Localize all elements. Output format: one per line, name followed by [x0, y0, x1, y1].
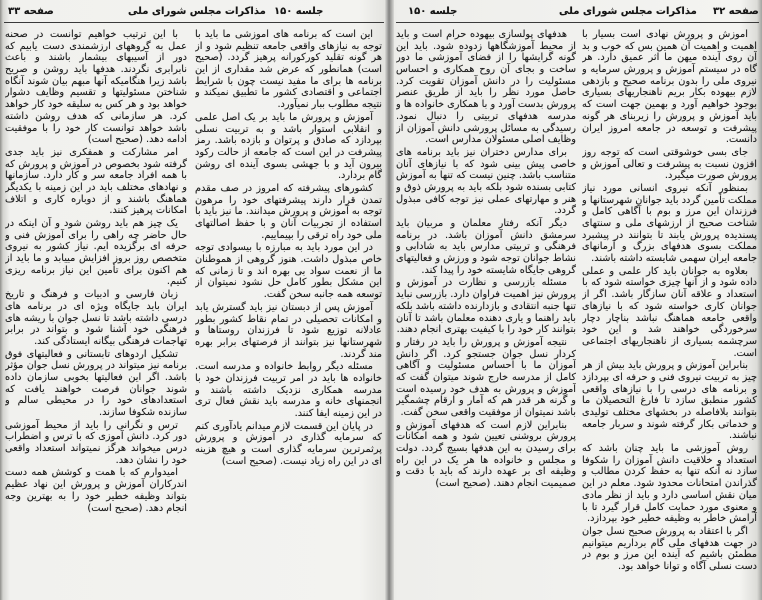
paragraph: در این مورد باید به مبارزه با بیسوادی توجه خاص مبذول داشت. هنوز گروهی از هموطنان ما از نعمت سواد بی بهره اند و تا زمانی که این مشکل بطور کامل حل نشود نمیتوان از توسعه همه جانبه سخن گفت.	[195, 242, 382, 301]
paragraph: دیگر آنکه رفتار معلمان و مربیان باید سرمشق دانش آموزان باشد. در برنامه فرهنگی و تربیتی مدارس باید به شادابی و نشاط جوانان توجه شود و ورزش و فعالیتهای گروهی جایگاه شایسته خود را پیدا کند.	[396, 218, 576, 276]
paragraph: آموزش پس از دبستان نیز باید گسترش یابد و امکانات تحصیلی در تمام نقاط کشور بطور عادلانه توزیع شود تا فرزندان روستاها و شهرستانها نیز بتوانند از فرصتهای برابر بهره مند گردند.	[195, 301, 382, 360]
paragraph: آموزش و پرورش نهادی است بسیار با اهمیت و اهمیت آن همین بس که خوب و بد آن روی آینده میهن ما اثر عمیق دارد. هر گاه در سیستم آموزش و پرورش سرمایه و نیروی ملی را بدون برنامه صحیح و بازدهی لازم بیهوده بکار بریم ناهنجاریهای بسیاری بوجود خواهیم آورد و بهمین جهت است که باید آموزش و پرورش را زیربنای هر گونه پیشرفت و توسعه در جامعه امروز ایران دانست.	[582, 29, 757, 146]
page-number: صفحه ۳۲	[713, 6, 759, 17]
session-number: جلسه ۱۵۰	[408, 6, 458, 17]
session-number: جلسه ۱۵۰	[274, 6, 324, 17]
paragraph: اگر با اعتقاد به پرورش صحیح نسل جوان در جهت هدفهای ملی گام برداریم میتوانیم مطمئن باشیم که آینده این مرز و بوم در دست نسلی آگاه و توانا خواهد بود.	[582, 525, 757, 572]
paragraph: ترس و نگرانی را باید از محیط آموزشی دور کرد. دانش آموزی که با ترس و اضطراب درس میخواند هرگز نمیتواند استعداد واقعی خود را نشان دهد.	[5, 419, 187, 466]
paragraph: بمنظور آنکه نیروی انسانی مورد نیاز مملکت تأمین گردد باید جوانان شهرستانها و فرزندان این مرز و بوم با آگاهی کامل و شناخت صحیح از ارزشهای ملی و سنتهای پسندیده پرورش یابند تا بتوانند در پیشبرد مملکت بسوی هدفهای بزرگ و آرمانهای جامعه ایران سهمی شایسته داشته باشند.	[582, 182, 757, 265]
paragraph: امر مشارکت و همفکری نیز باید جدی گرفته شود بخصوص در آموزش و پرورش که با همه افراد جامعه سر و کار دارد. سازمانها و نهادهای مختلف باید در این زمینه با یکدیگر هماهنگ باشند و از دوباره کاری و اتلاف امکانات پرهیز کنند.	[5, 146, 187, 217]
header-rule	[4, 22, 384, 23]
paragraph: برای مدارس دختران نیز باید برنامه های خاصی پیش بینی شود که با نیازهای آنان متناسب باشد. چنین نیست که تنها به آموزش کتابی بسنده شود بلکه باید به پرورش ذوق و هنر و مهارتهای عملی نیز توجه کافی مبذول گردد.	[396, 146, 576, 217]
paragraph: بنابراین آموزش و پرورش باید بیش از هر چیز به تربیت نیروی فنی و حرفه ای بپردازد و برنامه های درسی را با نیازهای واقعی کشور منطبق سازد تا فارغ التحصیلان ما بتوانند بلافاصله در بخشهای مختلف تولیدی و خدماتی بکار گرفته شوند و سربار جامعه نباشند.	[582, 360, 757, 442]
text-column-left	[396, 29, 576, 596]
paragraph: روش آموزشی ما باید چنان باشد که استعداد و خلاقیت دانش آموزان را شکوفا سازد نه آنکه تنها به حفظ کردن مطالب و گذراندن امتحانات محدود شود. معلم در این میان نقش اساسی دارد و باید از نظر مادی و معنوی مورد حمایت کامل قرار گیرد تا با آرامش خاطر به وظیفه خطیر خود بپردازد.	[582, 443, 757, 525]
text-column-right	[582, 29, 757, 596]
paragraph: تشکیل اردوهای تابستانی و فعالیتهای فوق برنامه نیز میتواند در پرورش نسل جوان مؤثر باشد. اگر این فعالیتها بخوبی سازمان داده شوند جوانان فرصت خواهند یافت که استعدادهای خود را در محیطی سالم و سازنده شکوفا سازند.	[5, 348, 187, 418]
paragraph: با این ترتیب خواهیم توانست در صحنه عمل به گروههای ارزشمندی دست یابیم که دور از آسیبهای بیشمار باشند و باعث نابرابری نگردند. هدفها باید روشن و صریح باشد زیرا هنگامیکه آنها مبهم بیان شوند آنگاه شناختن مسئولیتها و تقسیم وظایف دشوار خواهد بود و هر کس به سلیقه خود کار خواهد کرد. هر سازمانی که هدف روشن داشته باشد خواهد توانست کار خود را با موفقیت ادامه دهد. (صحیح است)	[5, 29, 187, 146]
page-number: صفحه ۳۳	[8, 6, 54, 17]
text-column-left	[5, 29, 187, 596]
paragraph: نتیجه آموزش و پرورش را باید در رفتار و کردار نسل جوان جستجو کرد. اگر دانش آموزان ما با احساس مسئولیت و آگاهی کامل از مدرسه خارج شوند میتوان گفت که آموزش و پرورش به هدف خود رسیده است و گرنه هر قدر هم که آمار و ارقام چشمگیر باشد نمیتوان از موفقیت واقعی سخن گفت.	[396, 336, 576, 418]
paragraph: مسئله بازرسی و نظارت در آموزش و پرورش نیز اهمیت فراوان دارد. بازرسی نباید تنها جنبه انتقادی و بازدارنده داشته باشد بلکه باید راهنما و یاری دهنده معلمان باشد تا آنان بتوانند کار خود را با کیفیت بهتری انجام دهند.	[396, 277, 576, 336]
paragraph: امیدوارم که با همت و کوشش همه دست اندرکاران آموزش و پرورش این نهاد عظیم بتواند وظیفه خطیر خود را به بهترین وجه انجام دهد. (صحیح است)	[5, 467, 187, 514]
paragraph: هدفهای پولسازی بیهوده حرام است و باید از محیط آموزشگاهها زدوده شود. باید این گونه گرایشها را از فضای آموزشی ما دور ساخت و بجای آن روح همکاری و احساس مسئولیت را در دانش آموزان تقویت کرد. حاصل مورد نظر را باید از طریق عنصر پرورش بدست آورد و با همکاری خانواده ها و مدرسه هدفهای تربیتی را دنبال نمود. رسیدگی به مسائل پرورشی دانش آموزان از وظایف اصلی مسئولان مدارس است.	[396, 29, 576, 146]
page-32	[393, 0, 762, 600]
journal-title: مذاکرات مجلس شورای ملی	[128, 6, 266, 17]
paragraph: یک چیز هم باید روشن شود و آن اینکه در حال حاضر چه راهی را برای آموزش فنی و حرفه ای برگزیده ایم. نیاز کشور به نیروی متخصص روز بروز افزایش مییابد و ما باید از هم اکنون برای تأمین این نیاز برنامه ریزی کنیم.	[5, 218, 187, 288]
paragraph: زبان فارسی و ادبیات و فرهنگ و تاریخ ایران باید جایگاه ویژه ای در برنامه های درسی داشته باشد تا نسل جوان با ریشه های فرهنگی خود آشنا شود و بتواند در برابر تهاجمات فرهنگی بیگانه ایستادگی کند.	[5, 289, 187, 347]
paragraph: کشورهای پیشرفته که امروز در صف مقدم تمدن قرار دارند پیشرفتهای خود را مرهون توجه به آموزش و پرورش میدانند. ما نیز باید با استفاده از تجربیات آنان و با حفظ اصالتهای ملی خود راه ترقی را بپیماییم.	[195, 182, 382, 241]
paragraph: این است که برنامه های آموزشی ما باید با توجه به نیازهای واقعی جامعه تنظیم شود و از هر گونه تقلید کورکورانه پرهیز گردد. (صحیح است) همانطور که عرض شد مقداری از این برنامه ها برای ما مفید نیست چون با شرایط اجتماعی و اقتصادی کشور ما تطبیق نمیکند و نتیجه مطلوب ببار نمیآورد.	[195, 29, 382, 111]
paragraph: در پایان این قسمت لازم میدانم یادآوری کنم که سرمایه گذاری در آموزش و پرورش پرثمرترین سرمایه گذاری است و هیچ هزینه ای در این راه زیاد نیست. (صحیح است)	[195, 420, 382, 467]
paragraph: بنابراین لازم است که هدفهای آموزش و پرورش بروشنی تعیین شود و همه امکانات برای رسیدن به این هدفها بسیج گردد. دولت و مجلس و خانواده ها هر یک در این راه وظیفه ای بر عهده دارند که باید با دقت و صمیمیت انجام دهند. (صحیح است)	[396, 419, 576, 490]
paragraph: مسئله دیگر روابط خانواده و مدرسه است. خانواده ها باید در امر تربیت فرزندان خود با مدرسه همکاری نزدیک داشته باشند و انجمنهای خانه و مدرسه باید نقش فعال تری در این زمینه ایفا کنند.	[195, 361, 382, 419]
journal-title: مذاکرات مجلس شورای ملی	[559, 6, 697, 17]
text-column-right	[195, 29, 382, 596]
header-rule	[396, 22, 759, 23]
paragraph: آموزش و پرورش ما باید بر یک اصل علمی و انقلابی استوار باشد و به تربیت نسلی بپردازد که صادق و پرتوان و بازده باشد. رمز پیشرفت در این است که جامعه از حالت رکود بیرون آید و با جهشی بسوی آینده ای روشن گام بردارد.	[195, 111, 382, 182]
paragraph: بعلاوه به جوانان باید کار علمی و عملی داده شود و از آنها چیزی خواسته شود که با استعداد و علاقه آنان سازگار باشد. اگر از جوانان کاری خواسته شود که با نیازهای واقعی جامعه هماهنگ نباشد بناچار دچار سرخوردگی خواهند شد و این خود سرچشمه بسیاری از ناهنجاریهای اجتماعی است.	[582, 265, 757, 359]
paragraph: جای بسی خوشوقتی است که توجه روز افزون نسبت به پیشرفت و تعالی آموزش و پرورش صورت میگیرد.	[582, 146, 757, 182]
